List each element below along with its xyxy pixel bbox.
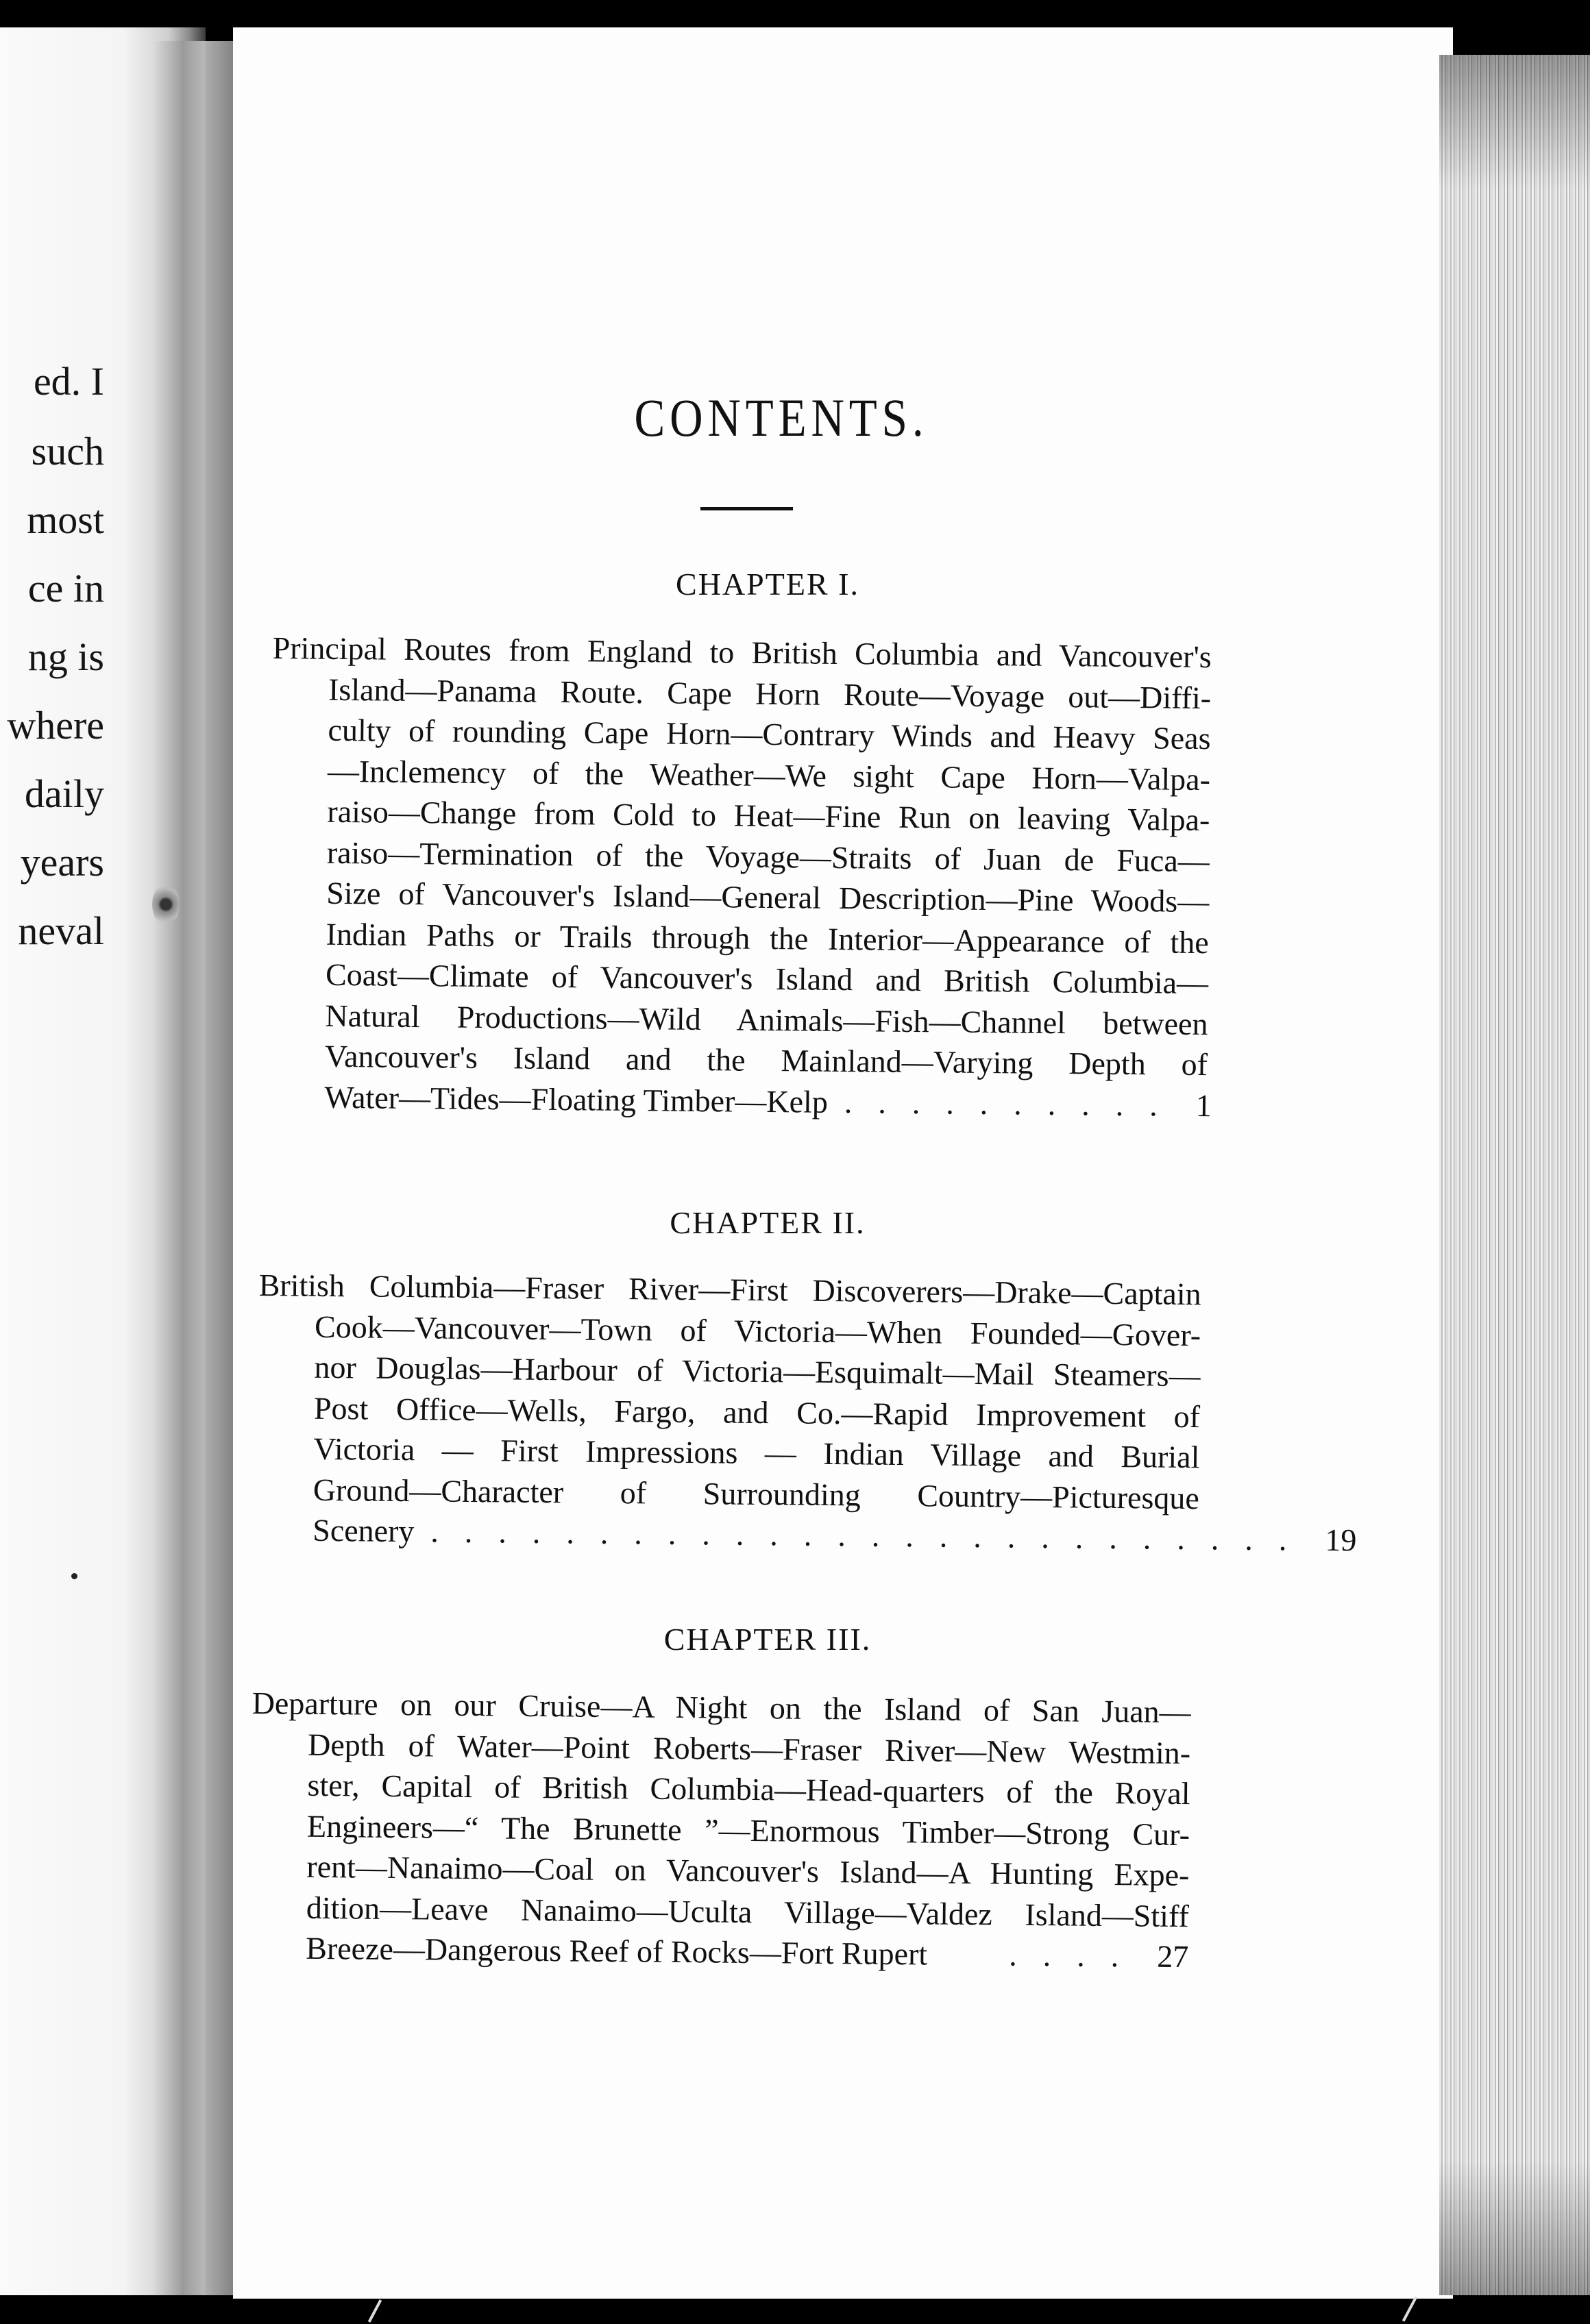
summary-text: Breeze—Dangerous Reef of Rocks—Fort Rupert [306,1930,928,1972]
chapter-heading: CHAPTER III. [663,1622,872,1657]
dot-leader: .......... [844,1084,1184,1123]
title-rule [700,507,793,510]
summary-line: dition—Leave Nanaimo—Uculta Village—Valdez Island—Stiff [306,1890,1190,1933]
summary-line: Size of Vancouver's Island—General Description—Pine Woods— [326,875,1210,919]
page-number: 19 [1325,1522,1357,1558]
summary-line: Departure on our Cruise—A Night on the Island of San Juan— [252,1685,1191,1730]
summary-line: British Columbia—Fraser River—First Discoverers—Drake—Captain [258,1267,1201,1312]
summary-line: Post Office—Wells, Fargo, and Co.—Rapid Improvement of [313,1390,1201,1434]
scratch-mark [368,2299,382,2323]
summary-line: Principal Routes from England to British Columbia and Vancouver's [272,630,1212,675]
summary-line: Indian Paths or Trails through the Interior—Appearance of the [326,916,1209,960]
dot-leader: .......................... [430,1513,1313,1557]
summary-line: Island—Panama Route. Cape Horn Route—Voyage out—Diffi- [328,671,1212,715]
dot-leader: .... [1008,1937,1145,1974]
left-page-fragment: such [31,429,104,473]
left-page-fragment: ce in [27,566,104,610]
summary-line: nor Douglas—Harbour of Victoria—Esquimalt—Mail Steamers— [314,1349,1201,1394]
left-page-fragment: ed. I [33,359,104,404]
summary-line: Victoria — First Impressions — Indian Village and Burial [313,1431,1200,1475]
page-number: 27 [1156,1938,1189,1975]
summary-line: raiso—Termination of the Voyage—Straits of Juan de Fuca— [326,835,1210,878]
summary-line: Vancouver's Island and the Mainland—Varying Depth of [324,1038,1208,1083]
summary-line: ster, Capital of British Columbia—Head-quarters of the Royal [307,1767,1190,1812]
book-gutter [154,41,236,2295]
summary-text: Water—Tides—Floating Timber—Kelp [324,1079,829,1120]
chapter-summary [256,1265,1357,1559]
summary-line: —Inclemency of the Weather—We sight Cape Horn—Valpa- [327,753,1211,797]
scratch-mark [1402,2296,1417,2321]
summary-line: Coast—Climate of Vancouver's Island and British Columbia— [325,956,1209,1001]
summary-line: raiso—Change from Cold to Heat—Fine Run on leaving Valpa- [327,793,1210,838]
summary-line: rent—Nanaimo—Coal on Vancouver's Island—A Hunting Expe- [306,1849,1190,1893]
contents-title: CONTENTS. [634,388,929,447]
left-page-fragment: where [7,703,104,747]
page-number: 1 [1195,1087,1212,1123]
summary-line: Natural Productions—Wild Animals—Fish—Channel between [325,998,1208,1041]
left-page-fragment: most [27,497,104,542]
summary-line: Engineers—“ The Brunette ”—Enormous Timber—Strong Cur- [306,1808,1190,1852]
summary-text: Scenery [313,1512,415,1549]
ink-dot-mark [71,1573,77,1579]
chapter-summary [268,628,1212,1126]
chapter-heading: CHAPTER II. [670,1205,866,1240]
left-page-fragment: ng is [27,634,104,679]
binding-hole-mark [152,882,180,926]
chapter-heading: CHAPTER I. [676,567,859,602]
left-page-fragment: years [20,840,104,885]
left-page-fragment: daily [25,771,104,816]
summary-line: Cook—Vancouver—Town of Victoria—When Founded—Gover- [314,1309,1201,1352]
summary-line: Depth of Water—Point Roberts—Fraser River—New Westmin- [307,1727,1191,1770]
summary-line: culty of rounding Cape Horn—Contrary Winds and Heavy Seas [328,712,1211,756]
summary-line: Ground—Character of Surrounding Country—Picturesque [313,1472,1200,1516]
chapter-summary [249,1683,1191,1977]
page-edges [1439,55,1590,2295]
left-page-fragment: neval [18,908,104,953]
